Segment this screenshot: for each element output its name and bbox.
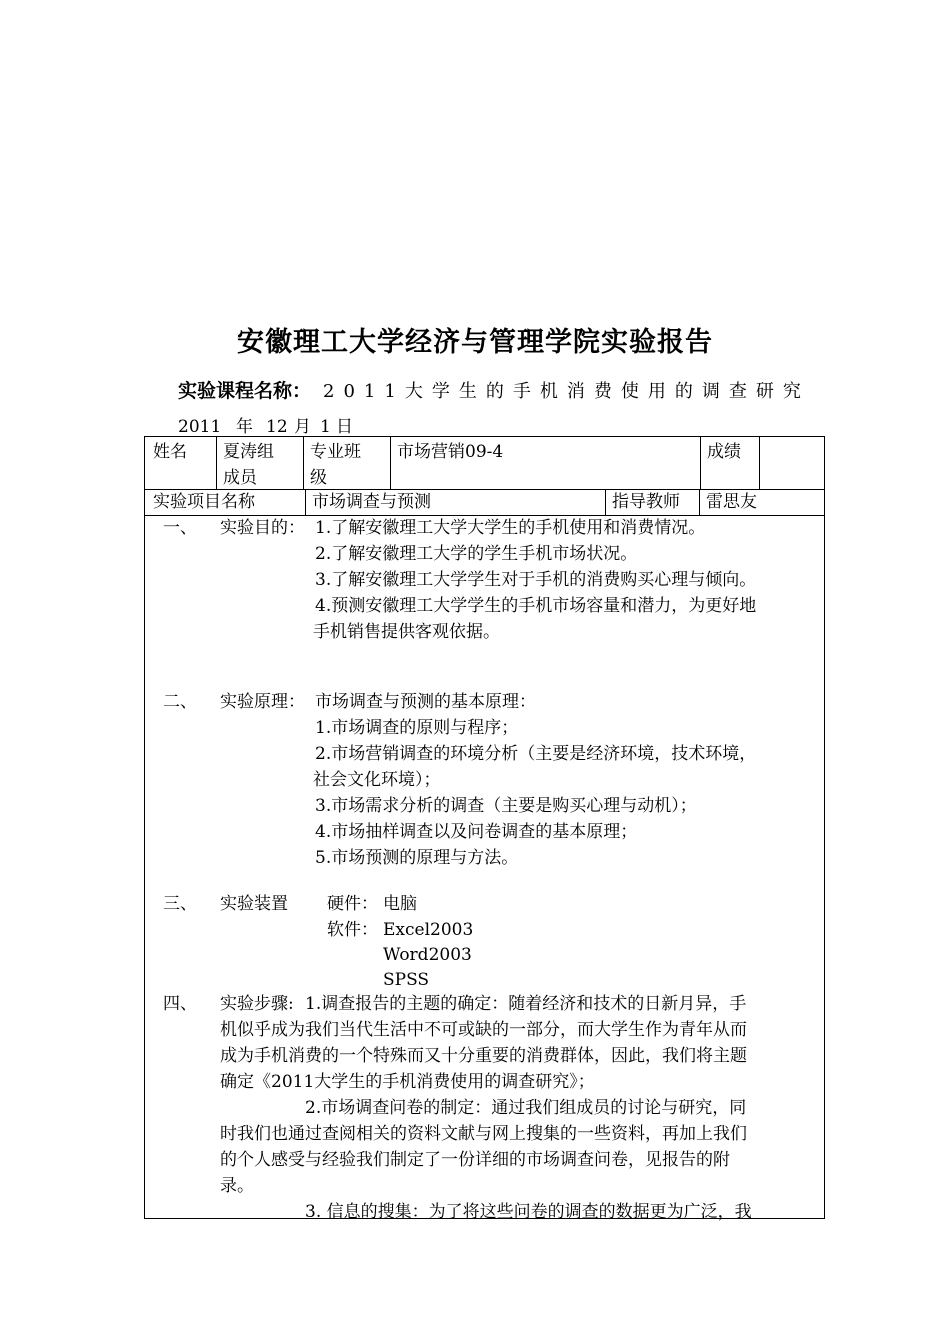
section-4-line: 3. 信息的搜集：为了将这些问卷的调查的数据更为广泛，我	[305, 1202, 752, 1222]
name-label: 姓名	[153, 442, 187, 462]
project-label: 实验项目名称	[153, 492, 255, 512]
date-year-unit: 年	[236, 417, 253, 437]
date-month: 12	[266, 417, 288, 437]
teacher-value-cell	[699, 489, 824, 515]
project-label-cell	[145, 489, 305, 515]
info-row-2	[145, 489, 824, 516]
section-4-line: 确定《2011大学生的手机消费使用的调查研究》；	[220, 1072, 595, 1092]
section-4-line: 2.市场调查问卷的制定：通过我们组成员的讨论与研究，同	[305, 1098, 747, 1118]
score-value-cell	[759, 437, 824, 489]
report-date	[178, 412, 353, 437]
name-value-cell	[216, 437, 303, 489]
section-4-line: 1.调查报告的主题的确定：随着经济和技术的日新月异，手	[305, 994, 747, 1014]
section-4-line: 的个人感受与经验我们制定了一份详细的市场调查问卷，见报告的附	[220, 1150, 730, 1170]
section-1-line: 2.了解安徽理工大学的学生手机市场状况。	[315, 544, 638, 564]
course-line	[178, 376, 810, 403]
name-value-line-1: 夏涛组	[223, 442, 274, 462]
major-value: 市场营销09-4	[397, 442, 504, 462]
major-label-line-1: 专业班	[310, 442, 361, 462]
date-day: 1	[320, 417, 331, 437]
section-1-line: 手机销售提供客观依据。	[313, 622, 500, 642]
report-body	[145, 515, 824, 1222]
section-4-line: 时我们也通过查阅相关的资料文献与网上搜集的一些资料，再加上我们	[220, 1124, 747, 1144]
section-3-heading: 实验装置	[220, 894, 288, 914]
teacher-value: 雷思友	[706, 492, 757, 512]
software-value: Excel2003	[383, 920, 474, 940]
score-label: 成绩	[707, 442, 741, 462]
section-2-line: 3.市场需求分析的调查（主要是购买心理与动机）；	[315, 796, 697, 816]
project-value: 市场调查与预测	[312, 492, 431, 512]
section-4-heading: 实验步骤:	[220, 994, 294, 1014]
report-table	[144, 436, 825, 1222]
section-2-line: 2.市场营销调查的环境分析（主要是经济环境，技术环境，	[315, 744, 757, 764]
section-2-line: 5.市场预测的原理与方法。	[315, 848, 519, 868]
report-title: 安徽理工大学经济与管理学院实验报告	[237, 327, 713, 358]
section-2-line: 4.市场抽样调查以及问卷调查的基本原理；	[315, 822, 638, 842]
course-label: 实验课程名称：	[178, 380, 312, 402]
section-2-heading: 实验原理：	[220, 692, 305, 712]
course-value: 2011大学生的手机消费使用的调查研究	[323, 381, 810, 402]
section-1-line: 1.了解安徽理工大学大学生的手机使用和消费情况。	[315, 518, 706, 538]
info-row-1	[145, 437, 824, 490]
software-value: Word2003	[383, 945, 472, 965]
section-2-line: 1.市场调查的原则与程序；	[315, 718, 519, 738]
section-4-line: 机似乎成为我们当代生活中不可或缺的一部分，而大学生作为青年从而	[220, 1020, 747, 1040]
software-value: SPSS	[383, 970, 430, 990]
major-label-line-2: 级	[310, 468, 327, 488]
section-1-heading: 实验目的：	[220, 518, 305, 538]
teacher-label-cell	[605, 489, 699, 515]
date-month-unit: 月	[294, 417, 311, 437]
software-label: 软件：	[327, 920, 378, 940]
name-label-cell	[145, 437, 216, 489]
section-2-number: 二、	[163, 692, 197, 712]
section-4-number: 四、	[163, 994, 197, 1014]
section-3-number: 三、	[163, 894, 197, 914]
section-2-line: 市场调查与预测的基本原理：	[315, 692, 536, 712]
score-label-cell	[700, 437, 759, 489]
section-1-line: 3.了解安徽理工大学学生对于手机的消费购买心理与倾向。	[315, 570, 757, 590]
teacher-label: 指导教师	[612, 492, 680, 512]
major-label-cell	[303, 437, 390, 489]
hardware-value: 电脑	[383, 894, 417, 914]
date-day-unit: 日	[336, 417, 353, 437]
section-2-line: 社会文化环境）；	[313, 770, 441, 790]
name-value-line-2: 成员	[223, 468, 257, 488]
section-1-number: 一、	[163, 518, 197, 538]
project-value-cell	[305, 489, 605, 515]
section-4-line: 成为手机消费的一个特殊而又十分重要的消费群体，因此，我们将主题	[220, 1046, 747, 1066]
hardware-label: 硬件：	[327, 894, 378, 914]
major-value-cell	[390, 437, 700, 489]
section-4-line: 录。	[220, 1176, 254, 1196]
section-1-line: 4.预测安徽理工大学学生的手机市场容量和潜力，为更好地	[315, 596, 757, 616]
date-year: 2011	[178, 417, 222, 437]
